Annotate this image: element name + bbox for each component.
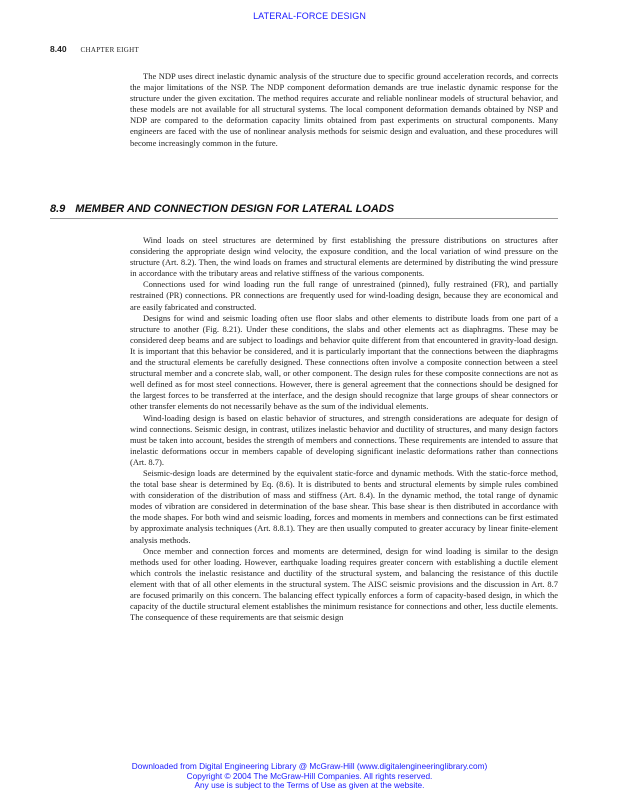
section-paragraph: Designs for wind and seismic loading often use floor slabs and other elements to distribute loads from one part of a structure to another (Fig. 8.21). Under these conditions, the slabs and other elements act as diaphragms. These may be considered deep beams and are subject to loadings and behavior quite different from that encountered in gravity-load design. It is important that this behavior be considered, and it is particularly important that the connections between the diaphragms and the structural elements be carefully designed. These connections often involve a composite connection between a steel structural member and a concrete slab, wall, or other component. The design rules for these composite connections are not as well defined as for most steel connections. However, there is general agreement that the connections should be designed for the largest forces to be transferred at the interface, and the design should recognize that large groups of shear connectors or other transfer elements do not necessarily behave as the sum of the individual elements. [130,312,558,412]
section-number: 8.9 [50,203,66,215]
section-heading [50,203,558,219]
footer-terms-link[interactable]: Any use is subject to the Terms of Use as given at the website. [194,780,425,791]
section-body [130,235,558,623]
section-paragraph: Wind-loading design is based on elastic behavior of structures, and strength considerations are adequate for design of wind connections. Seismic design, in contrast, utilizes inelastic behavior and ductility of structures, and many design factors must be taken into account, besides the strength of members and connections. These requirements are intended to assure that inelastic deformations occur in members capable of developing significant inelastic deformations rather than connections (Art. 8.7). [130,412,558,467]
intro-paragraph: The NDP uses direct inelastic dynamic analysis of the structure due to specific ground acceleration records, and corrects the major limitations of the NSP. The NDP component deformation demands are true inelastic dynamic response for the structure under the given excitation. The method requires accurate and reliable nonlinear models of structural behavior, and these models are not available for all structural systems. The local component deformation demands obtained by NSP and NDP are compared to the deformation capacity limits obtained from past experiments on structural components. Many engineers are faced with the use of nonlinear analysis methods for seismic design and evaluation, and these procedures will become increasingly common in the future. [130,71,558,148]
top-banner: LATERAL-FORCE DESIGN [253,11,366,21]
footer [0,762,619,791]
intro-text [130,71,558,149]
footer-copyright[interactable]: Copyright © 2004 The McGraw-Hill Companies. All rights reserved. [186,770,433,781]
chapter-title: CHAPTER EIGHT [80,46,140,54]
section-title: MEMBER AND CONNECTION DESIGN FOR LATERAL LOADS [75,203,395,215]
page-number: 8.40 [50,44,67,54]
section-paragraph: Once member and connection forces and moments are determined, design for wind loading is similar to the design methods used for other loading. However, earthquake loading requires greater concern with establishing a ductile element which controls the inelastic resistance and ductility of the structural system, and balancing the resistance of this ductile element with that of all other elements in the structural system. The AISC seismic provisions and the discussion in Art. 8.7 are focused primarily on this concern. The balancing effect typically enforces a form of capacity-based design, in which the capacity of the ductile structural element establishes the minimum resistance for connections and other, less ductile elements. The consequence of these requirements are that seismic design [130,545,558,623]
section-paragraph: Connections used for wind loading run the full range of unrestrained (pinned), fully restrained (FR), and partially restrained (PR) connections. PR connections are frequently used for wind-loading design, because they are economical and are easily fabricated and constructed. [130,279,558,312]
section-paragraph: Seismic-design loads are determined by the equivalent static-force and dynamic methods. With the static-force method, the total base shear is determined by Eq. (8.6). It is distributed to bents and structural elements by simple rules combined with consideration of the distribution of mass and stiffness (Art. 8.4). In the dynamic method, the total range of dynamic modes of vibration are considered in determination of the base shear. This base shear is then distributed in accordance with the mode shapes. For both wind and seismic loading, forces and moments in members and connections can be first estimated by approximate analysis techniques (Art. 8.8.1). They are then usually computed to greater accuracy by linear finite-element analysis methods. [130,467,558,545]
section-paragraph: Wind loads on steel structures are determined by first establishing the pressure distributions on structures after considering the appropriate design wind velocity, the exposure condition, and the local variation of wind pressure on the structure (Art. 8.2). Then, the wind loads on frames and structural elements are determined by distributing the wind pressure in accordance with the tributary areas and relative stiffness of the various components. [130,235,558,279]
running-head [50,44,139,54]
footer-download-link[interactable]: Downloaded from Digital Engineering Library @ McGraw-Hill (www.digitalengineeringlibrary.com) [131,761,488,771]
